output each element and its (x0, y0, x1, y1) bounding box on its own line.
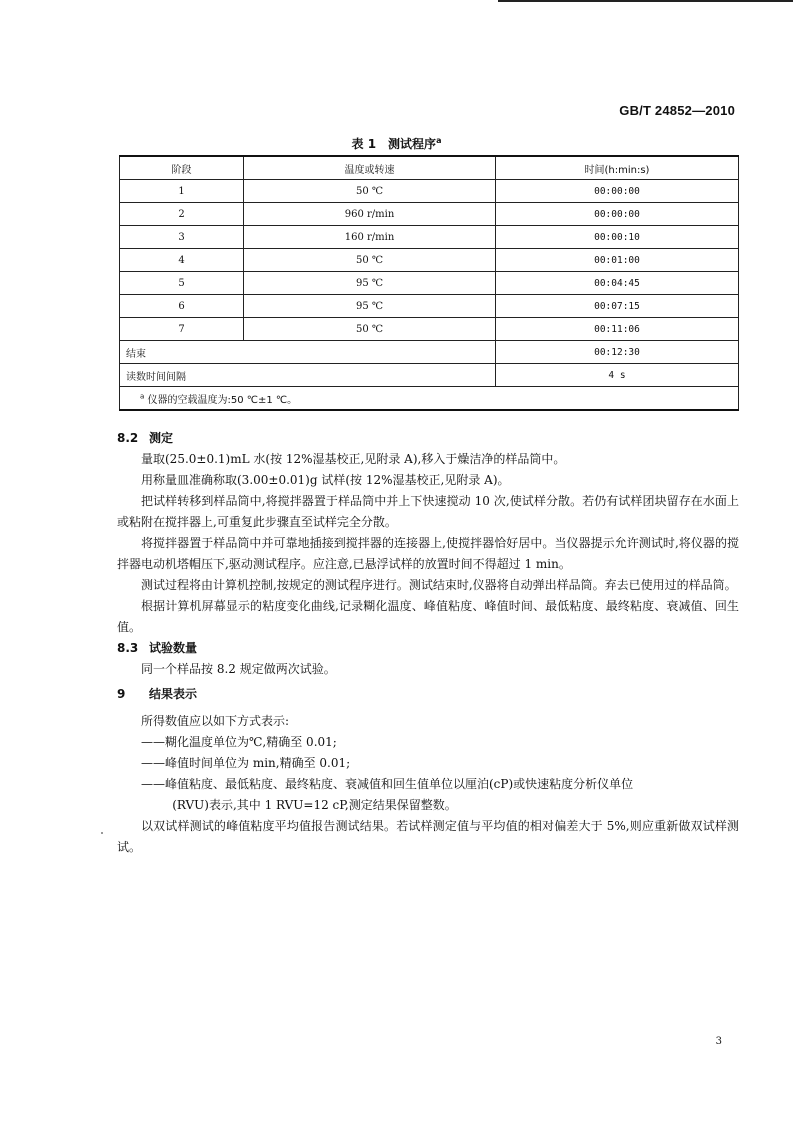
paragraph: 以双试样测试的峰值粘度平均值报告测试结果。若试样测定值与平均值的相对偏差大于 5%,则应重新做双试样测试。 (117, 819, 739, 854)
interval-row (120, 364, 739, 387)
stage-cell: 6 (120, 295, 244, 318)
setting-cell: 960 r/min (244, 203, 496, 226)
section-9-heading (117, 684, 739, 705)
section-number: 9 (117, 687, 126, 701)
stage-cell: 4 (120, 249, 244, 272)
top-rule (498, 0, 793, 2)
setting-cell: 95 ℃ (244, 272, 496, 295)
page-number: 3 (715, 1036, 722, 1047)
interval-label: 读数时间间隔 (120, 364, 496, 387)
stage-cell: 5 (120, 272, 244, 295)
list-item: ——峰值时间单位为 min,精确至 0.01; (141, 756, 351, 770)
setting-cell: 50 ℃ (244, 318, 496, 341)
table-title (0, 135, 793, 152)
stage-cell: 1 (120, 180, 244, 203)
table-row (120, 318, 739, 341)
section-title: 试验数量 (149, 641, 198, 655)
paragraph: 将搅拌器置于样品筒中并可靠地插接到搅拌器的连接器上,使搅拌器恰好居中。当仪器提示允许测试时,将仪器的搅拌器电动机塔帽压下,驱动测试程序。应注意,已悬浮试样的放置时间不得超过 1 min。 (117, 536, 739, 571)
table-row (120, 295, 739, 318)
time-cell: 00:07:15 (496, 295, 739, 318)
scan-speck (101, 832, 103, 834)
table-row (120, 249, 739, 272)
standard-code: GB/T 24852—2010 (619, 103, 735, 118)
paragraph: 同一个样品按 8.2 规定做两次试验。 (141, 662, 336, 676)
paragraph: 测试过程将由计算机控制,按规定的测试程序进行。测试结束时,仪器将自动弹出样品筒。弃去已使用过的样品筒。 (141, 578, 737, 592)
column-header-time: 时间(h:min:s) (496, 156, 739, 180)
list-item-continuation: (RVU)表示,其中 1 RVU=12 cP,测定结果保留整数。 (172, 798, 457, 812)
paragraph: 把试样转移到样品筒中,将搅拌器置于样品筒中并上下快速搅动 10 次,使试样分散。若仍有试样团块留存在水面上或粘附在搅拌器上,可重复此步骤直至试样完全分散。 (117, 494, 739, 529)
interval-value: 4 s (496, 364, 739, 387)
setting-cell: 160 r/min (244, 226, 496, 249)
list-item: ——糊化温度单位为℃,精确至 0.01; (141, 735, 337, 749)
table-footnote (120, 387, 739, 411)
stage-cell: 7 (120, 318, 244, 341)
time-cell: 00:00:00 (496, 203, 739, 226)
section-title: 测定 (149, 431, 174, 445)
table-row (120, 180, 739, 203)
end-label: 结束 (120, 341, 496, 364)
test-procedure-table (119, 155, 739, 411)
time-cell: 00:01:00 (496, 249, 739, 272)
paragraph: 用称量皿准确称取(3.00±0.01)g 试样(按 12%湿基校正,见附录 A)。 (141, 473, 510, 487)
setting-cell: 95 ℃ (244, 295, 496, 318)
stage-cell: 3 (120, 226, 244, 249)
section-title: 结果表示 (149, 687, 198, 701)
column-header-stage: 阶段 (120, 156, 244, 180)
paragraph: 所得数值应以如下方式表示: (141, 714, 290, 728)
time-cell: 00:04:45 (496, 272, 739, 295)
setting-cell: 50 ℃ (244, 249, 496, 272)
time-cell: 00:00:00 (496, 180, 739, 203)
footnote-mark: a (140, 392, 145, 401)
column-header-setting: 温度或转速 (244, 156, 496, 180)
stage-cell: 2 (120, 203, 244, 226)
table-row (120, 272, 739, 295)
end-row (120, 341, 739, 364)
table-footnote-row (120, 387, 739, 411)
section-8-3-heading (117, 638, 739, 659)
table-title-text: 表 1 测试程序 (351, 137, 437, 151)
list-item: ——峰值粘度、最低粘度、最终粘度、衰减值和回生值单位以厘泊(cP)或快速粘度分析仪单位 (141, 777, 634, 791)
table-title-note-mark: a (436, 136, 442, 145)
section-number: 8.2 (117, 431, 139, 445)
section-number: 8.3 (117, 641, 139, 655)
body-content (117, 428, 739, 858)
table-row (120, 203, 739, 226)
time-cell: 00:00:10 (496, 226, 739, 249)
time-cell: 00:11:06 (496, 318, 739, 341)
paragraph: 根据计算机屏幕显示的粘度变化曲线,记录糊化温度、峰值粘度、峰值时间、最低粘度、最终粘度、衰减值、回生值。 (117, 599, 739, 634)
paragraph: 量取(25.0±0.1)mL 水(按 12%湿基校正,见附录 A),移入于燥洁净的样品筒中。 (141, 452, 566, 466)
table-header-row (120, 156, 739, 180)
setting-cell: 50 ℃ (244, 180, 496, 203)
table-row (120, 226, 739, 249)
footnote-text: 仪器的空载温度为:50 ℃±1 ℃。 (147, 394, 298, 406)
end-time: 00:12:30 (496, 341, 739, 364)
section-8-2-heading (117, 428, 739, 449)
